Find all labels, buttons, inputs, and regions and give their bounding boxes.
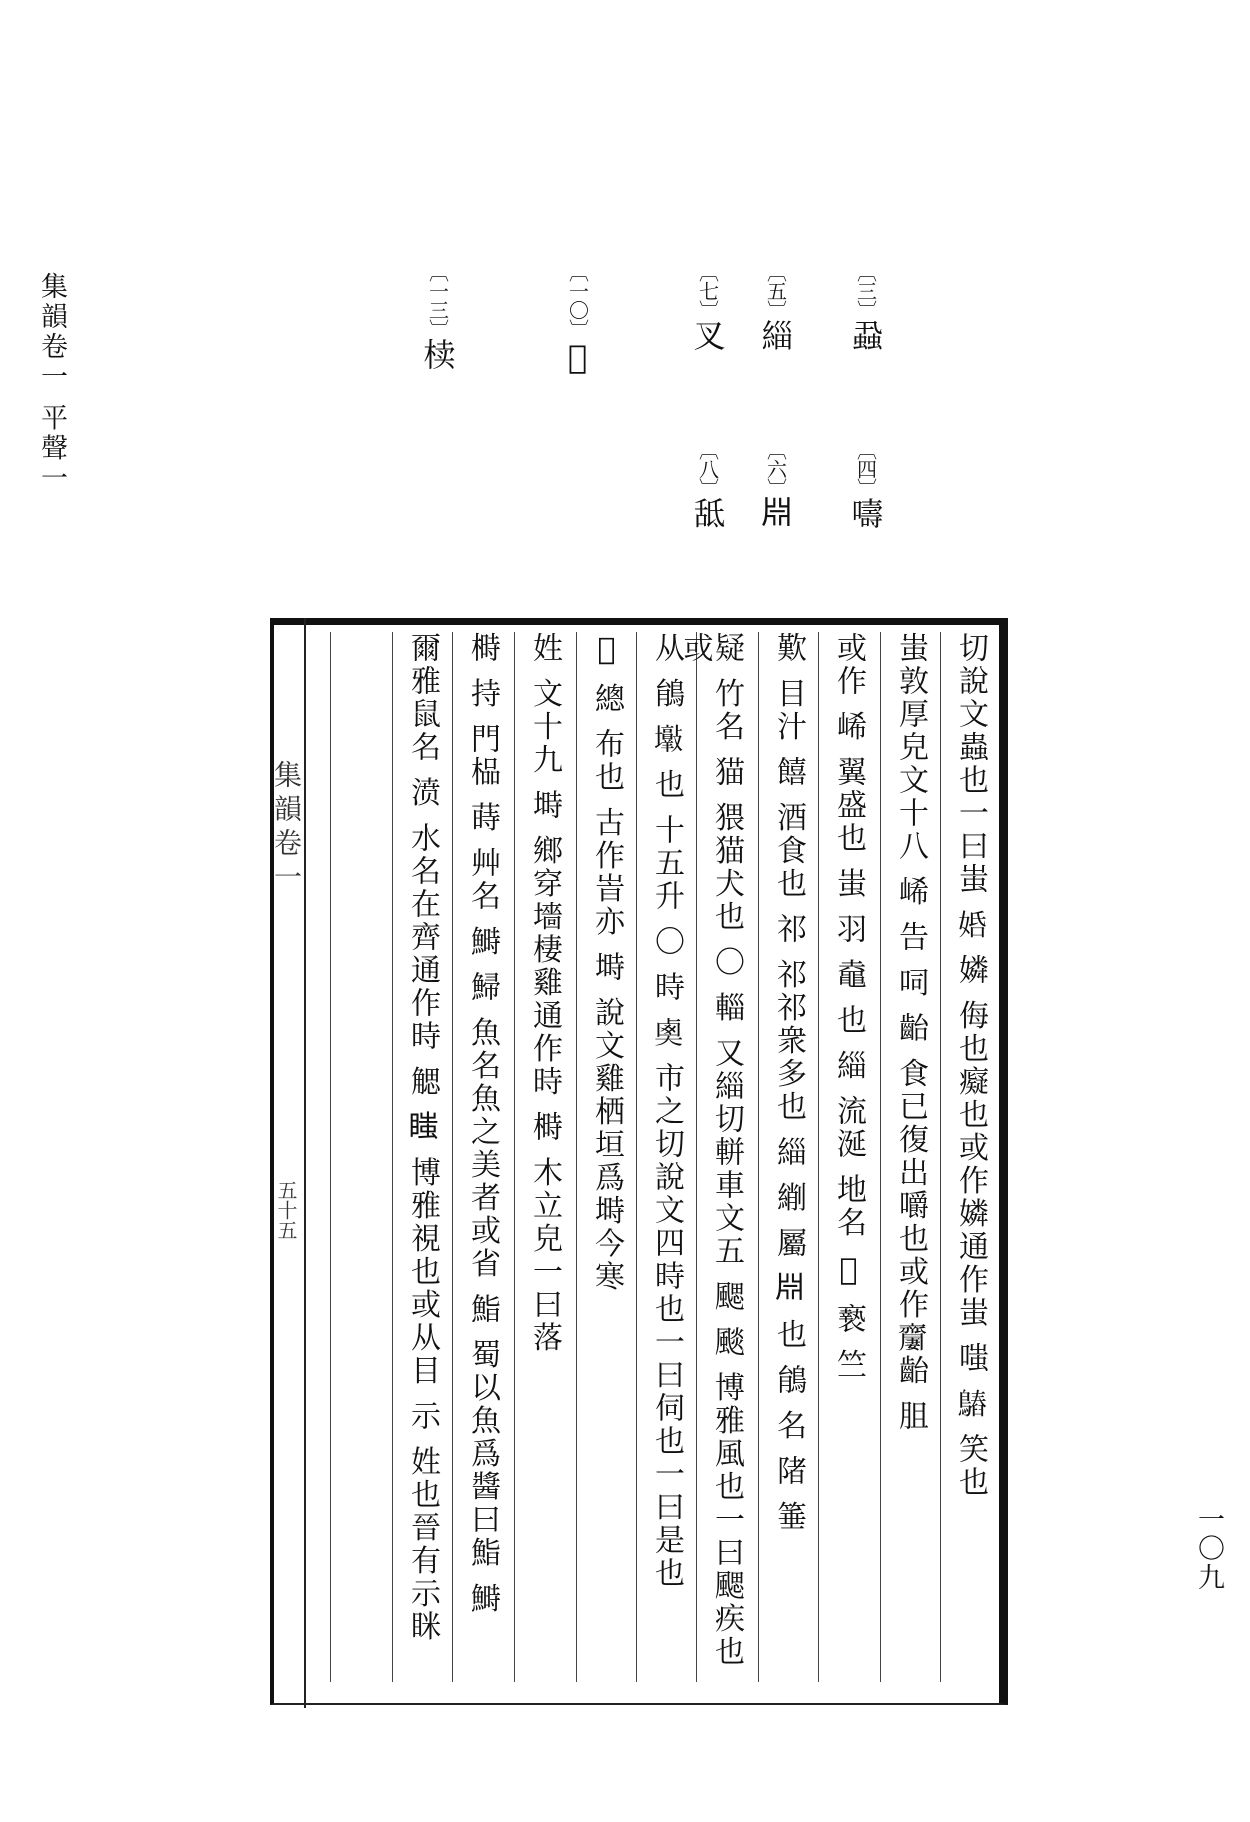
note-number: 〔三〕 [853,262,878,319]
column-text: 𪉹 總 布也 古作峕亦 塒 說文雞栖垣爲塒今寒 [589,632,624,1294]
text-column [642,632,682,1682]
column-rule [330,632,331,1682]
column-rule [940,632,941,1682]
collation-note [758,440,793,529]
note-number: 〔五〕 [763,262,788,319]
column-rule [452,632,453,1682]
note-number: 〔四〕 [853,440,878,497]
running-head: 集韻卷一 平聲一 [36,272,67,494]
text-column [946,632,986,1682]
collation-note [690,262,725,351]
collation-note [758,262,793,351]
spine-title: 集韻卷一 [270,760,303,896]
collation-note [848,262,883,351]
column-text: 切說文蟲也一曰蚩 𡜶 嫾 侮也癡也或作嫾通作蚩 嗤 𪄻 笑也 [953,632,988,1500]
collation-note [848,440,883,529]
column-text: 或作 㟓 翼盛也 蚩 羽 鼀 也 緇 流涎 地名 𦬒 䙝 竺 [831,632,866,1382]
note-number: 〔八〕 [695,440,720,497]
note-char: 叉 [688,319,727,351]
collation-note [560,262,595,376]
column-text: 爾雅鼠名 𣸣 水名在齊通作時 䚡 𥉍 博雅視也或从目 示 姓也晉有示眯 [405,632,440,1644]
column-rule [514,632,515,1682]
column-rule [818,632,819,1682]
note-char: 𦬒 [558,338,597,376]
note-char: 䑛 [688,497,727,529]
text-column [886,632,926,1682]
column-text: 疑 竹名 猫 猥猫犬也 〇 輜 又緇切軿車文五 颸 颷 博雅風也一曰颸疾也或 [677,632,744,1669]
column-text: 从 䳌 𡔋 也 十五升 〇 時 𡙏 市之切說文四時也一曰伺也一曰是也 [649,632,684,1591]
note-char: 𣶒 [756,497,795,529]
note-number: 〔一三〕 [425,262,450,338]
column-rule [758,632,759,1682]
text-column [764,632,804,1682]
text-column [520,632,560,1682]
column-rule [576,632,577,1682]
column-rule [636,632,637,1682]
note-char: 蝨 [846,319,885,351]
note-number: 〔六〕 [763,440,788,497]
column-rule [392,632,393,1682]
text-column [824,632,864,1682]
note-char: 椟 [418,338,457,370]
column-text: 蚩敦厚皃文十八 㟓 告 呞 齝 食已復出嚼也或作𪗍齝 䏣 [893,632,928,1434]
note-char: 緇 [756,319,795,351]
column-text: 榯 持 門榀 蒔 艸名 鰣 鯞 魚名魚之美者或省 鮨 蜀以魚爲醬曰鮨 鰣 [465,632,500,1616]
text-column [582,632,622,1682]
text-column [398,632,438,1682]
note-number: 〔一〇〕 [565,262,590,338]
column-rule [880,632,881,1682]
text-column [677,632,744,1682]
column-text: 姓 文十九 塒 鄉穿墻棲雞通作時 榯 木立皃一曰落 [527,632,562,1355]
note-number: 〔七〕 [695,262,720,319]
collation-note [420,262,455,370]
column-text: 歎 目汁 饎 酒食也 祁 祁祁衆多也 緇 䌃 屬 𣶒 也 䳌 名 陼 箠 [771,632,806,1534]
note-char: 嚋 [846,497,885,529]
text-column [458,632,498,1682]
page-number: 一〇九 [1193,1505,1224,1592]
collation-note [690,440,725,529]
spine-folio: 五十五 [274,1180,298,1240]
